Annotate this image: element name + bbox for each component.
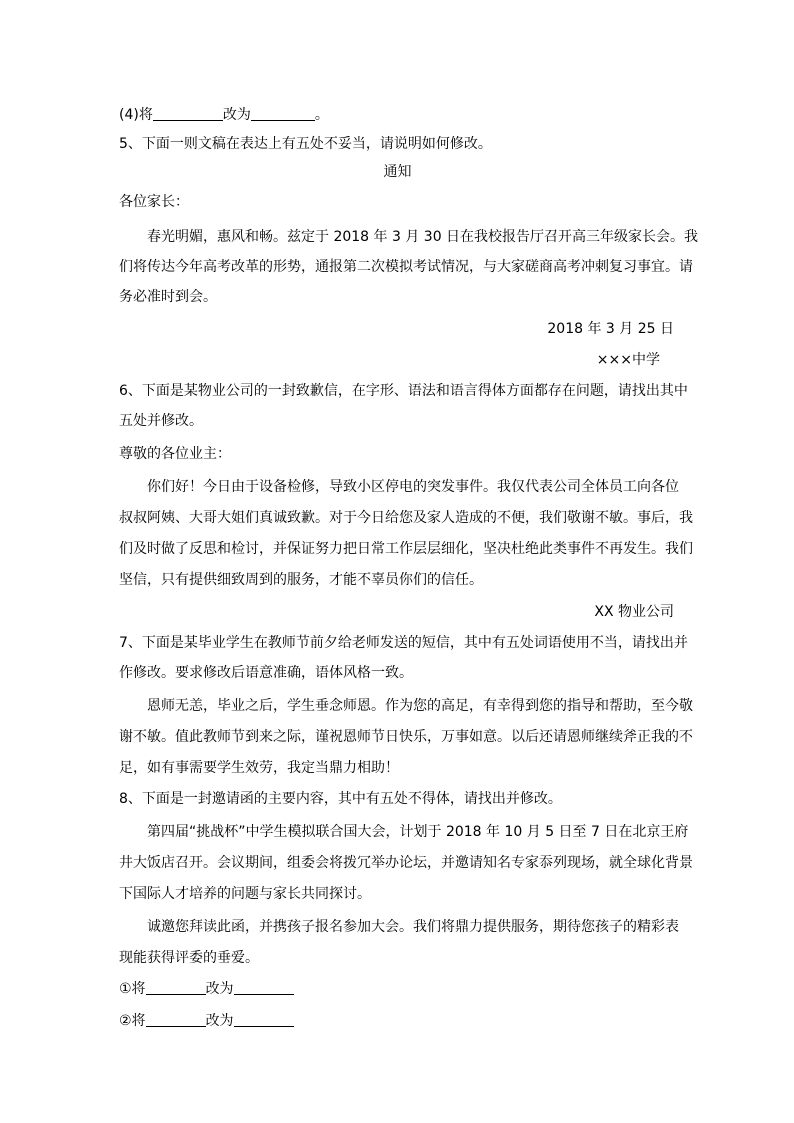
q8-para2-line: 现能获得评委的垂爱。	[119, 950, 259, 966]
q4-prefix: (4)将	[119, 107, 153, 123]
q5-body-line: 们将传达今年高考改革的形势，通报第二次模拟考试情况，与大家磋商高考冲刺复习事宜。请	[119, 259, 693, 275]
q5-signature: ×××中学	[596, 352, 660, 368]
q4-blank-2[interactable]	[251, 104, 315, 121]
q8-answer-blank[interactable]	[234, 978, 294, 995]
q4-answer-line	[119, 101, 676, 129]
q4-mid: 改为	[222, 107, 251, 123]
q6-prompt-line: 6、下面是某物业公司的一封致歉信，在字形、语法和语言得体方面都存在问题，请找出其中	[119, 383, 688, 399]
q7-body-line: 恩师无恙，毕业之后，学生垂念师恩。作为您的高足，有幸得到您的指导和帮助，至今敬	[147, 698, 693, 714]
q6-body-line: 们及时做了反思和检讨，并保证努力把日常工作层层细化，坚决杜绝此类事件不再发生。我们	[119, 541, 693, 557]
q8-prompt: 8、下面是一封邀请函的主要内容，其中有五处不得体，请找出并修改。	[119, 791, 562, 807]
q5-notice-title: 通知	[383, 164, 412, 180]
q8-answer-line	[119, 975, 676, 1003]
q7-prompt-line: 7、下面是某毕业学生在教师节前夕给老师发送的短信，其中有五处词语使用不当，请找出并	[119, 635, 688, 651]
q8-para2-line: 诚邀您拜读此函，并携孩子报名参加大会。我们将鼎力提供服务，期待您孩子的精彩表	[147, 919, 679, 935]
q8-answer-prefix: ①将	[119, 981, 146, 997]
q6-body-line: 你们好！今日由于设备检修，导致小区停电的突发事件。我仅代表公司全体员工向各位	[147, 479, 679, 495]
q6-prompt-line: 五处并修改。	[119, 413, 203, 429]
q5-body-line: 务必准时到会。	[119, 289, 217, 305]
q4-end: 。	[314, 107, 329, 123]
q8-answer-blank[interactable]	[234, 1010, 294, 1027]
q8-answer-prefix: ②将	[119, 1013, 146, 1029]
q8-answer-mid: 改为	[205, 1013, 234, 1029]
q6-signature: XX 物业公司	[594, 604, 674, 620]
q8-para1-line: 第四届“挑战杯”中学生模拟联合国大会，计划于 2018 年 10 月 5 日至 7 日在北京王府	[147, 824, 689, 840]
q8-answer-blank[interactable]	[146, 1010, 206, 1027]
q5-greeting: 各位家长：	[119, 194, 189, 210]
q8-answer-blank[interactable]	[146, 978, 206, 995]
q7-body-line: 足，如有事需要学生效劳，我定当鼎力相助！	[119, 760, 399, 776]
q7-body-line: 谢不敏。值此教师节到来之际，谨祝恩师节日快乐，万事如意。以后还请恩师继续斧正我的不	[119, 729, 693, 745]
q4-blank-1[interactable]	[153, 104, 223, 121]
q8-answer-line	[119, 1007, 676, 1035]
q6-body-line: 叔叔阿姨、大哥大姐们真诚致歉。对于今日给您及家人造成的不便，我们敬谢不敏。事后，我	[119, 510, 693, 526]
q8-para1-line: 井大饭店召开。会议期间，组委会将拨冗举办论坛，并邀请知名专家忝列现场，就全球化背景	[119, 855, 693, 871]
q7-prompt-line: 作修改。要求修改后语意准确，语体风格一致。	[119, 665, 413, 681]
q6-greeting: 尊敬的各位业主：	[119, 446, 231, 462]
q5-body-line: 春光明媚，惠风和畅。兹定于 2018 年 3 月 30 日在我校报告厅召开高三年级家长会。我	[147, 229, 699, 245]
q8-answer-mid: 改为	[205, 981, 234, 997]
q5-date: 2018 年 3 月 25 日	[547, 321, 674, 337]
q6-body-line: 坚信，只有提供细致周到的服务，才能不辜员你们的信任。	[119, 572, 483, 588]
q8-para1-line: 下国际人才培养的问题与家长共同探讨。	[119, 886, 371, 902]
q5-prompt: 5、下面一则文稿在表达上有五处不妥当，请说明如何修改。	[119, 136, 492, 152]
